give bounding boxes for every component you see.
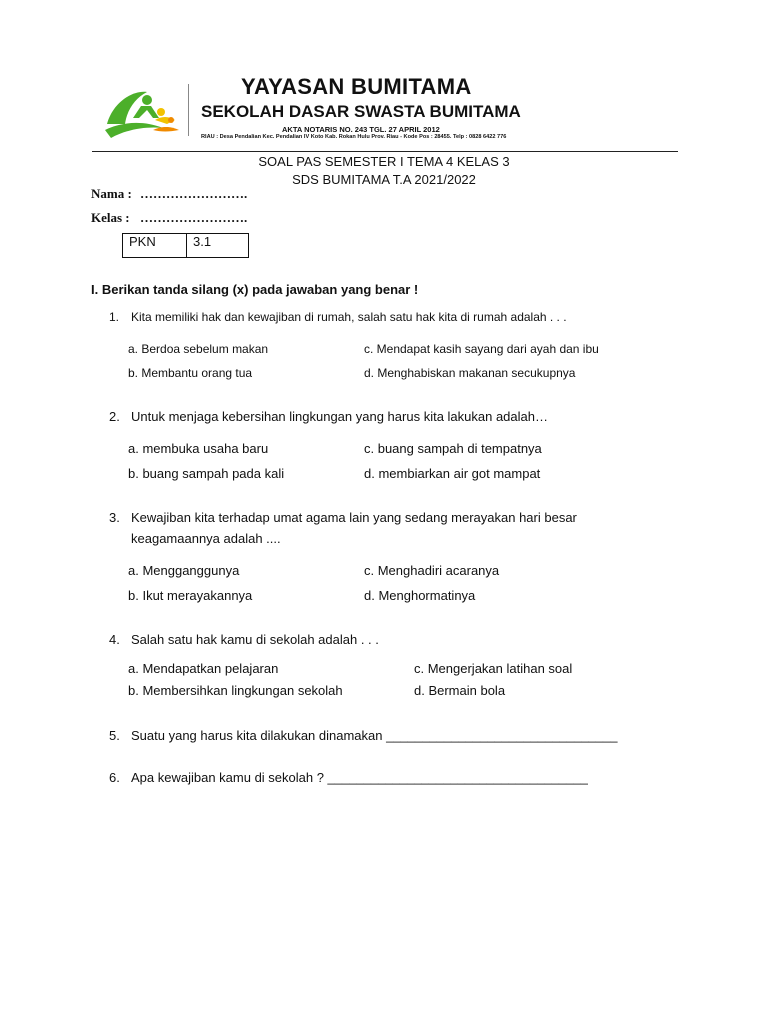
question-2-number: 2. [109,409,120,424]
question-1-option-c: c. Mendapat kasih sayang dari ayah dan ibu [364,342,599,356]
question-4-option-c: c. Mengerjakan latihan soal [414,661,573,676]
question-2-text: Untuk menjaga kebersihan lingkungan yang harus kita lakukan adalah… [131,409,548,424]
header-rule [92,151,678,152]
question-4-option-d: d. Bermain bola [414,683,506,698]
question-6-number: 6. [109,770,120,785]
question-1-number: 1. [109,310,120,324]
question-2-option-d: d. membiarkan air got mampat [364,466,541,481]
exam-subtitle: SDS BUMITAMA T.A 2021/2022 [292,172,476,187]
question-3-option-b: b. Ikut merayakannya [128,588,253,603]
question-3-number: 3. [109,510,120,525]
question-1-option-a: a. Berdoa sebelum makan [128,342,269,356]
question-2-option-c: c. buang sampah di tempatnya [364,441,542,456]
code-cell: 3.1 [187,234,249,258]
question-3-text-line2: keagamaannya adalah .... [131,531,281,546]
school-name: SEKOLAH DASAR SWASTA BUMITAMA [201,102,521,121]
question-4-option-a: a. Mendapatkan pelajaran [128,661,279,676]
table-row [123,234,249,258]
section-instruction: I. Berikan tanda silang (x) pada jawaban yang benar ! [91,282,419,297]
subject-cell: PKN [123,234,187,258]
question-2-option-a: a. membuka usaha baru [128,441,269,456]
school-address: RIAU : Desa Pendalian Kec. Pendalian IV Koto Kab. Rokan Hulu Prov. Riau - Kode Pos : 28455. Telp : 0828 6422 776 [201,134,507,140]
question-3-option-c: c. Menghadiri acaranya [364,563,500,578]
name-label: Nama : [91,186,132,201]
question-1-text: Kita memiliki hak dan kewajiban di rumah, salah satu hak kita di rumah adalah . . . [131,310,567,324]
question-3-option-a: a. Mengganggunya [128,563,240,578]
foundation-name: YAYASAN BUMITAMA [241,74,472,99]
question-5-number: 5. [109,728,120,743]
question-3-option-d: d. Menghormatinya [364,588,476,603]
question-1-option-b: b. Membantu orang tua [128,366,253,380]
logo-divider [188,84,189,136]
school-logo [103,84,181,140]
name-blank: ……………………. [140,186,248,201]
question-3-text: Kewajiban kita terhadap umat agama lain yang sedang merayakan hari besar [131,510,577,525]
question-4-number: 4. [109,632,120,647]
class-label: Kelas : [91,210,130,225]
question-4-text: Salah satu hak kamu di sekolah adalah . . . [131,632,379,647]
question-6-text: Apa kewajiban kamu di sekolah ? ____________________________________ [131,770,588,785]
class-blank: ……………………. [140,210,248,225]
question-5-text: Suatu yang harus kita dilakukan dinamakan ________________________________ [131,728,618,743]
question-4-option-b: b. Membersihkan lingkungan sekolah [128,683,343,698]
notary-deed: AKTA NOTARIS NO. 243 TGL. 27 APRIL 2012 [282,125,440,134]
question-1-option-d: d. Menghabiskan makanan secukupnya [364,366,576,380]
exam-title: SOAL PAS SEMESTER I TEMA 4 KELAS 3 [258,154,510,169]
subject-table [122,233,249,258]
question-2-option-b: b. buang sampah pada kali [128,466,285,481]
